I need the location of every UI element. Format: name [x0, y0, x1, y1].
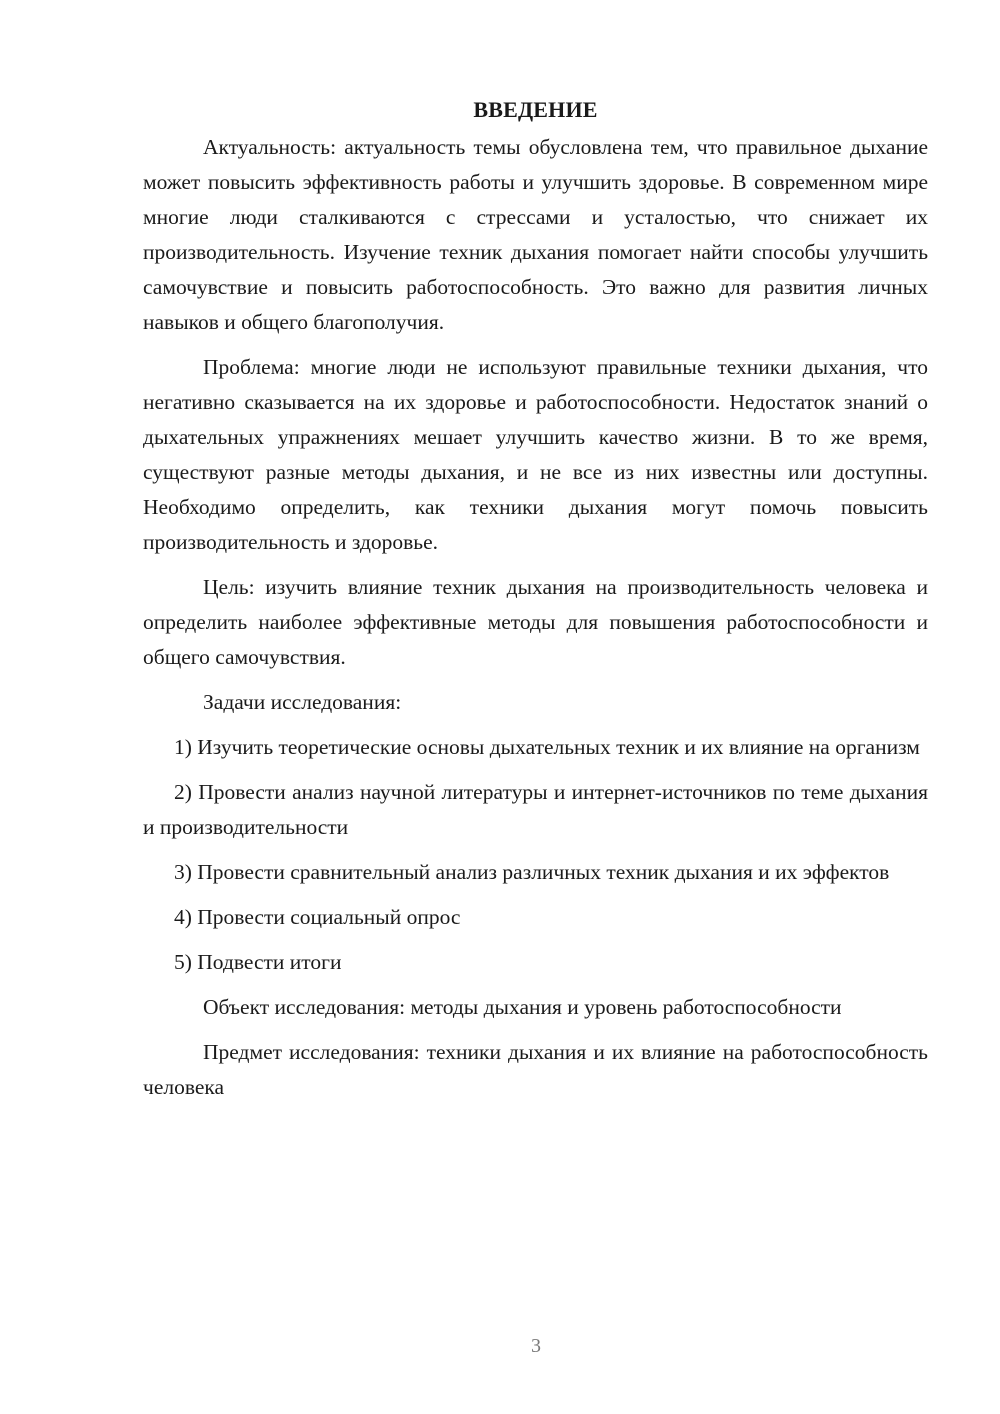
- task-item-3: 3) Провести сравнительный анализ различных техник дыхания и их эффектов: [174, 860, 890, 884]
- paragraph-object: Объект исследования: методы дыхания и уровень работоспособности: [203, 995, 842, 1019]
- section-title: ВВЕДЕНИЕ: [473, 97, 598, 122]
- task-item-4: 4) Провести социальный опрос: [174, 905, 461, 929]
- paragraph-subject: Предмет исследования: техники дыхания и их влияние на работоспособность человека: [143, 1040, 928, 1099]
- paragraph-relevance: Актуальность: актуальность темы обусловлена тем, что правильное дыхание может повысить эффективность работы и улучшить здоровье. В современном мире многие люди сталкиваются с стрессами и усталостью, что снижает их производительность. Изучение техник дыхания помогает найти способы улучшить самочувствие и повысить работоспособность. Это важно для развития личных навыков и общего благополучия.: [143, 135, 928, 334]
- task-item-5: 5) Подвести итоги: [174, 950, 342, 974]
- task-item-2: 2) Провести анализ научной литературы и интернет-источников по теме дыхания и производительности: [143, 780, 928, 839]
- page-number: 3: [531, 1335, 541, 1357]
- paragraph-goal: Цель: изучить влияние техник дыхания на производительность человека и определить наиболее эффективные методы для повышения работоспособности и общего самочувствия.: [143, 575, 928, 669]
- task-item-1: 1) Изучить теоретические основы дыхательных техник и их влияние на организм: [174, 735, 920, 759]
- document-page: [143, 92, 928, 1105]
- paragraph-problem: Проблема: многие люди не используют правильные техники дыхания, что негативно сказывается на их здоровье и работоспособности. Недостаток знаний о дыхательных упражнениях мешает улучшить качество жизни. В то же время, существуют разные методы дыхания, и не все из них известны или доступны. Необходимо определить, как техники дыхания могут помочь повысить производительность и здоровье.: [143, 355, 928, 554]
- tasks-heading: Задачи исследования:: [203, 690, 402, 714]
